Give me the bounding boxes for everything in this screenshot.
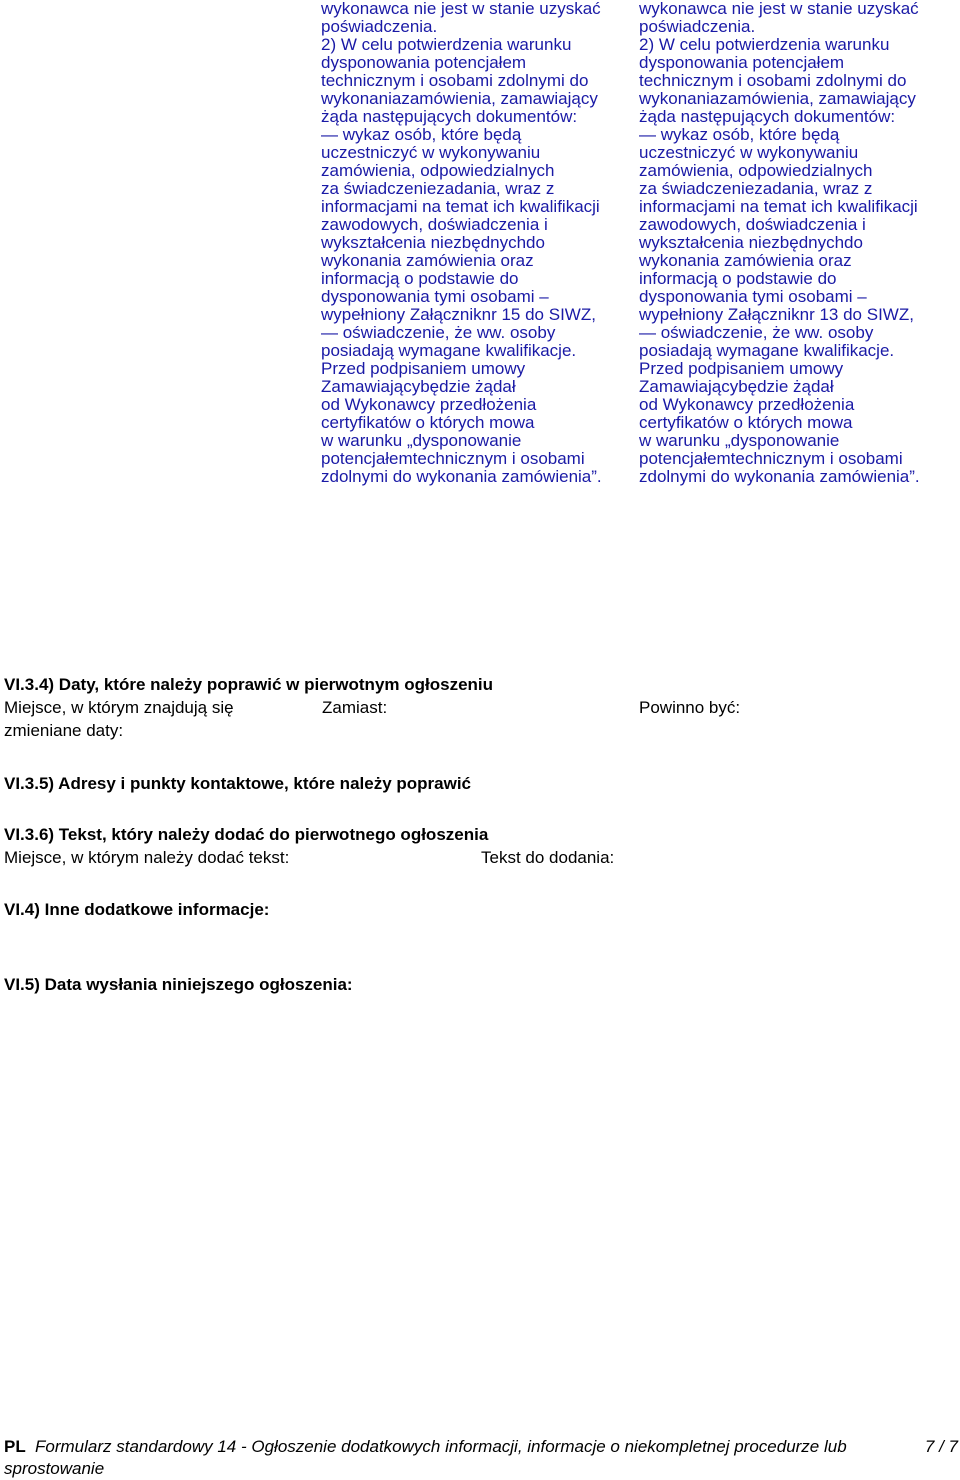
old-text-line: zdolnymi do wykonania zamówienia”. [321,467,602,486]
new-text-line: Przed podpisaniem umowy [639,359,844,378]
dates-should-be-label: Powinno być: [639,698,741,717]
old-text-line: wykształcenia niezbędnychdo [321,233,545,252]
new-text-line: zamówienia, odpowiedzialnych [639,161,873,180]
old-text-line: wykonania zamówienia oraz [321,251,534,270]
old-text-line: żąda następujących dokumentów: [321,107,578,126]
footer-form-title-cont: sprostowanie [4,1459,105,1478]
old-text-line: wykonawca nie jest w stanie uzyskać [321,0,601,18]
old-text-line: zawodowych, doświadczenia i [321,215,548,234]
old-text-line: w warunku „dysponowanie [321,431,522,450]
old-text-line: dysponowania potencjałem [321,53,527,72]
new-text-column [639,0,959,486]
old-text-line: posiadają wymagane kwalifikacje. [321,341,577,360]
old-text-line: wypełniony Załączniknr 15 do SIWZ, [321,305,596,324]
dates-instead-label: Zamiast: [322,698,388,717]
dates-table-header [4,696,954,742]
new-text-line: technicznym i osobami zdolnymi do [639,71,907,90]
new-text-line: wypełniony Załączniknr 13 do SIWZ, [639,305,914,324]
new-text-line: 2) W celu potwierdzenia warunku [639,35,890,54]
section-vi-3-5-heading: VI.3.5) Adresy i punkty kontaktowe, które należy poprawić [4,774,472,793]
footer-language: PL [4,1437,26,1456]
old-text-line: Przed podpisaniem umowy [321,359,526,378]
section-vi-5-heading: VI.5) Data wysłania niniejszego ogłoszenia: [4,975,353,994]
old-text-line: technicznym i osobami zdolnymi do [321,71,589,90]
new-text-line: potencjałemtechnicznym i osobami [639,449,903,468]
old-text-line: Zamawiającybędzie żądał [321,377,516,396]
add-text-place-label: Miejsce, w którym należy dodać tekst: [4,848,290,867]
new-text-line: informacjami na temat ich kwalifikacji [639,197,918,216]
old-text-line: wykonaniazamówienia, zamawiający [321,89,598,108]
new-text-line: dysponowania tymi osobami – [639,287,867,306]
old-text-line: potencjałemtechnicznym i osobami [321,449,585,468]
new-text-line: — wykaz osób, które będą [639,125,840,144]
add-text-label: Tekst do dodania: [481,848,615,867]
new-text-line: Zamawiającybędzie żądał [639,377,834,396]
dates-place-label-line2: zmieniane daty: [4,721,124,740]
new-text-line: od Wykonawcy przedłożenia [639,395,855,414]
new-text-line: żąda następujących dokumentów: [639,107,896,126]
old-text-line: zamówienia, odpowiedzialnych [321,161,555,180]
old-text-line: za świadczeniezadania, wraz z [321,179,555,198]
new-text-line: za świadczeniezadania, wraz z [639,179,873,198]
section-vi-3-6-heading: VI.3.6) Tekst, który należy dodać do pierwotnego ogłoszenia [4,825,489,844]
old-text-line: poświadczenia. [321,17,438,36]
new-text-line: dysponowania potencjałem [639,53,845,72]
new-text-line: posiadają wymagane kwalifikacje. [639,341,895,360]
new-text-line: wykonania zamówienia oraz [639,251,852,270]
section-vi-3-5 [4,772,954,795]
old-text-line: — wykaz osób, które będą [321,125,522,144]
footer-form-title: Formularz standardowy 14 - Ogłoszenie dodatkowych informacji, informacje o niekompletnej procedurze lub [35,1437,847,1456]
footer-page-number: 7 / 7 [924,1437,958,1456]
add-text-table-header [4,846,954,869]
new-text-line: wykonaniazamówienia, zamawiający [639,89,916,108]
old-text-line: — oświadczenie, że ww. osoby [321,323,556,342]
new-text-line: zdolnymi do wykonania zamówienia”. [639,467,920,486]
section-vi-3-6 [4,823,954,869]
old-text-column [321,0,639,486]
old-text-line: certyfikatów o których mowa [321,413,535,432]
section-vi-5 [4,973,954,996]
old-text-line: od Wykonawcy przedłożenia [321,395,537,414]
old-text-line: uczestniczyć w wykonywaniu [321,143,541,162]
section-vi-3-4-heading: VI.3.4) Daty, które należy poprawić w pierwotnym ogłoszeniu [4,675,494,694]
new-text-line: poświadczenia. [639,17,756,36]
section-vi-4 [4,898,954,921]
new-text-line: w warunku „dysponowanie [639,431,840,450]
old-text-line: 2) W celu potwierdzenia warunku [321,35,572,54]
new-text-line: zawodowych, doświadczenia i [639,215,866,234]
section-vi-4-heading: VI.4) Inne dodatkowe informacje: [4,900,270,919]
section-vi-3-4 [4,673,954,742]
dates-place-label-line1: Miejsce, w którym znajdują się [4,698,234,717]
old-text-line: informacją o podstawie do [321,269,519,288]
new-text-line: certyfikatów o których mowa [639,413,853,432]
new-text-line: wykonawca nie jest w stanie uzyskać [639,0,919,18]
new-text-line: — oświadczenie, że ww. osoby [639,323,874,342]
old-text-line: dysponowania tymi osobami – [321,287,549,306]
new-text-line: informacją o podstawie do [639,269,837,288]
old-text-line: informacjami na temat ich kwalifikacji [321,197,600,216]
new-text-line: wykształcenia niezbędnychdo [639,233,863,252]
new-text-line: uczestniczyć w wykonywaniu [639,143,859,162]
